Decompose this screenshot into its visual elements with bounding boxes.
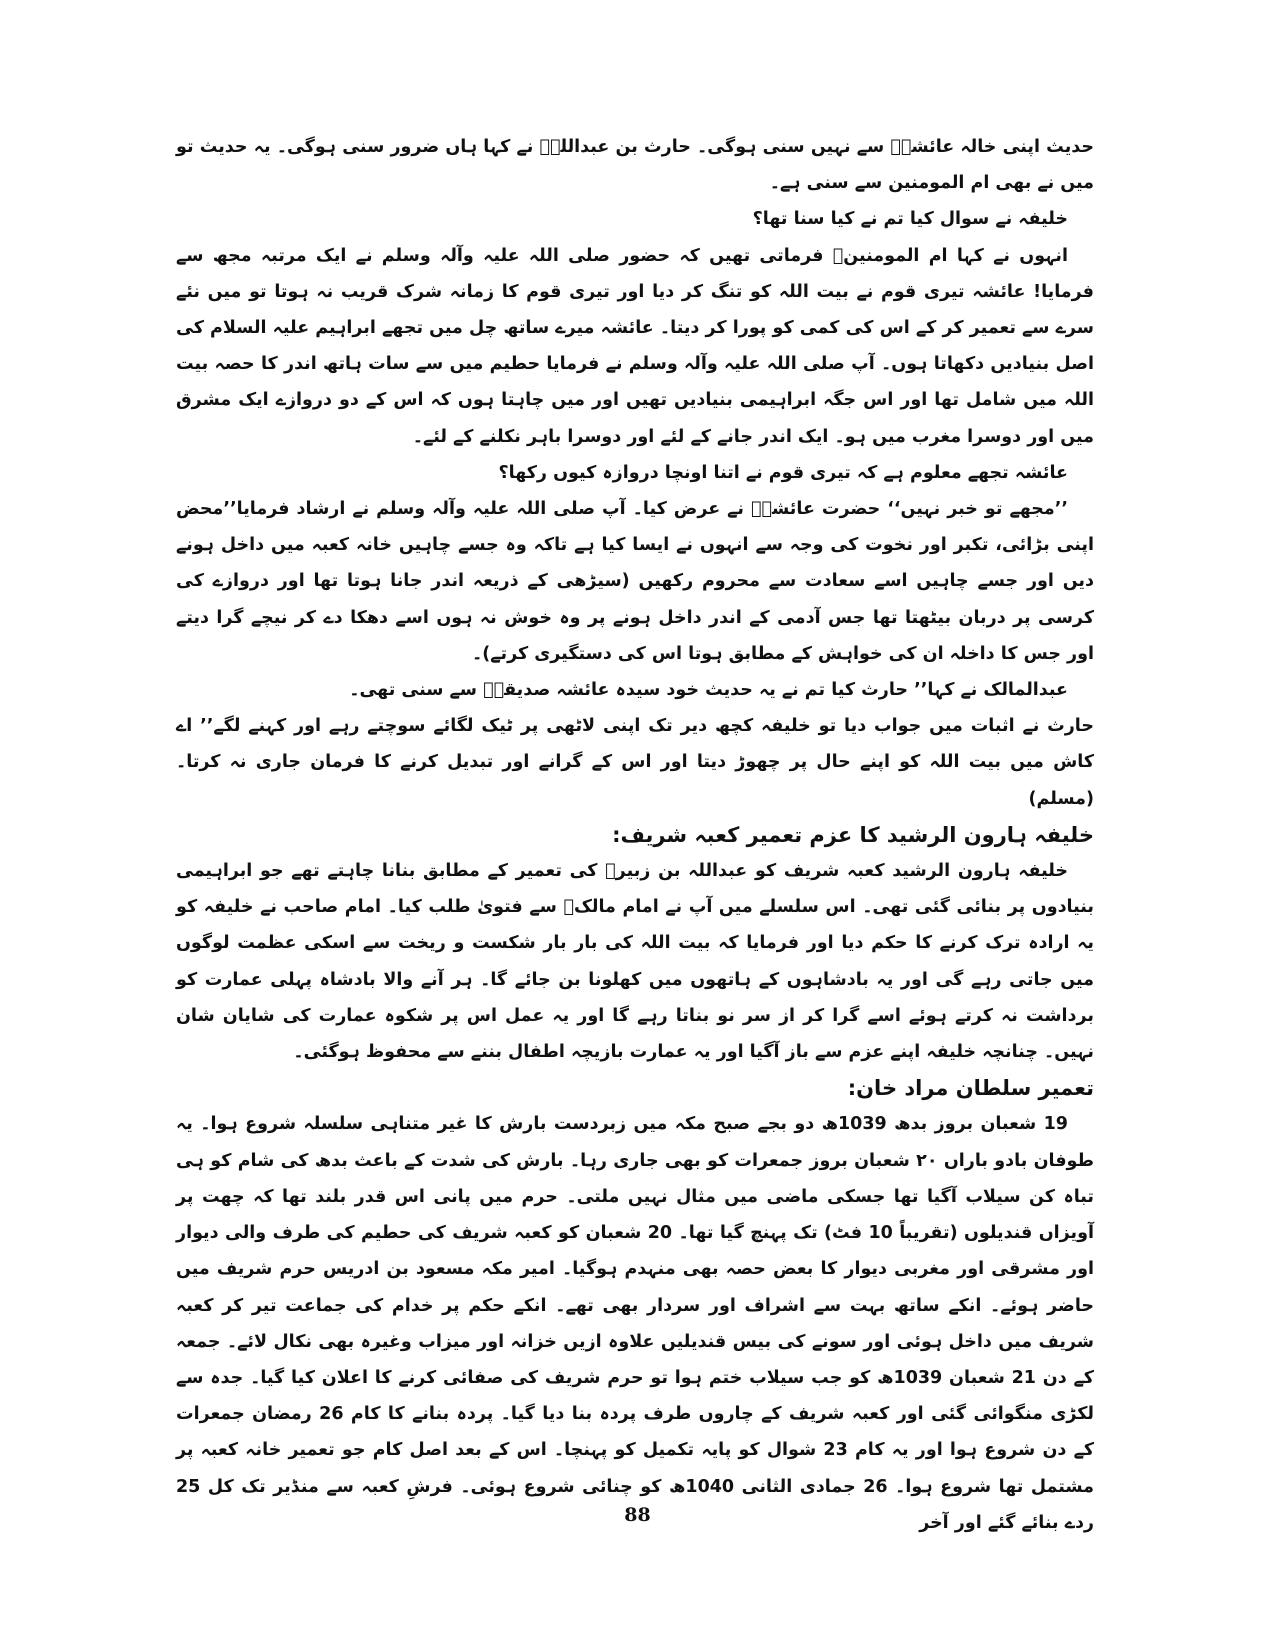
paragraph: خلیفہ ہارون الرشید کعبہ شریف کو عبداللہ بن زبیرؓ کی تعمیر کے مطابق بنانا چاہتے تھے جو ابراہیمی بنیادوں پر بنائی گئی تھی۔ اس سلسلے میں آپ نے امام مالکؒ سے فتویٰ طلب کیا۔ امام صاحب نے خلیفہ کو یہ ارادہ ترک کرنے کا حکم دیا اور فرمایا کہ بیت اللہ کی بار بار شکست و ریخت سے اسکی عظمت لوگوں میں جاتی رہے گی اور یہ بادشاہوں کے ہاتھوں میں کھلونا بن جائے گا۔ ہر آنے والا بادشاہ پہلی عمارت کو برداشت نہ کرتے ہوئے اسے گرا کر از سر نو بناتا رہے گا اور یہ عمل اس پر شکوہ عمارت کی شایان شان نہیں۔ چنانچہ خلیفہ اپنے عزم سے باز آگیا اور یہ عمارت بازیچہ اطفال بننے سے محفوظ ہوگئی۔ <box>176 861 1094 1063</box>
paragraph: حارث نے اثبات میں جواب دیا تو خلیفہ کچھ دیر تک اپنی لاٹھی پر ٹیک لگائے سوچتے رہے اور کہنے لگے’’ اے کاش میں بیت اللہ کو اپنے حال پر چھوڑ دیتا اور اس کے گرانے اور تبدیل کرنے کا فرمان جاری نہ کرتا۔ (مسلم) <box>176 716 1094 809</box>
paragraph: 19 شعبان بروز بدھ 1039ھ دو بجے صبح مکہ میں زبردست بارش کا غیر متناہی سلسلہ شروع ہوا۔ یہ طوفان بادو باراں ۲۰ شعبان بروز جمعرات کو بھی جاری رہا۔ بارش کی شدت کے باعث بدھ کی شام کو ہی تباہ کن سیلاب آگیا تھا جسکی ماضی میں مثال نہیں ملتی۔ حرم میں پانی اس قدر بلند تھا کہ چھت پر آویزاں قندیلوں (تقریباً 10 فٹ) تک پہنچ گیا تھا۔ 20 شعبان کو کعبہ شریف کی حطیم کی طرف والی دیوار اور مشرقی اور مغربی دیوار کا بعض حصہ بھی منہدم ہوگیا۔ امیر مکہ مسعود بن ادریس حرم شریف میں حاضر ہوئے۔ انکے ساتھ بہت سے اشراف اور سردار بھی تھے۔ انکے حکم پر خدام کی جماعت تیر کر کعبہ شریف میں داخل ہوئی اور سونے کی بیس قندیلیں علاوہ ازیں خزانہ اور میزاب وغیرہ بھی نکال لائے۔ جمعہ کے دن 21 شعبان 1039ھ کو جب سیلاب ختم ہوا تو حرم شریف کی صفائی کرنے کا اعلان کیا گیا۔ جدہ سے لکڑی منگوائی گئی اور کعبہ شریف کے چاروں طرف پردہ بنا دیا گیا۔ پردہ بنانے کا کام 26 رمضان جمعرات کے دن شروع ہوا اور یہ کام 23 شوال کو پایہ تکمیل کو پہنچا۔ اس کے بعد اصل کام جو تعمیر خانہ کعبہ پر مشتمل تھا شروع ہوا۔ 26 جمادی الثانی 1040ھ کو چنائی شروع ہوئی۔ فرشِ کعبہ سے منڈیر تک کل 25 ردے بنائے گئے اور آخر <box>176 1114 1094 1533</box>
paragraph: حدیث اپنی خالہ عائشہؓ سے نہیں سنی ہوگی۔ حارث بن عبداللہؓ نے کہا ہاں ضرور سنی ہوگی۔ یہ حدیث تو میں نے بھی ام المومنین سے سنی ہے۔ <box>176 137 1094 194</box>
paragraph: عبدالمالک نے کہا’’ حارث کیا تم نے یہ حدیث خود سیدہ عائشہ صدیقہؓ سے سنی تھی۔ <box>349 680 1068 701</box>
paragraph: ’’مجھے تو خبر نہیں‘‘ حضرت عائشہؓ نے عرض کیا۔ آپ صلی اللہ علیہ وآلہ وسلم نے ارشاد فرمایا’’محض اپنی بڑائی، تکبر اور نخوت کی وجہ سے انہوں نے ایسا کیا ہے تاکہ وہ جسے چاہیں خانہ کعبہ میں داخل ہونے دیں اور جسے چاہیں اسے سعادت سے محروم رکھیں (سیڑھی کے ذریعہ اندر جانا ہوتا تھا اور دروازے کی کرسی پر دربان بیٹھتا تھا جس آدمی کے اندر داخل ہونے پر وہ خوش نہ ہوں اسے دھکا دے کر نیچے گرا دیتے اور جس کا داخلہ ان کی خواہش کے مطابق ہوتا اس کی دستگیری کرتے)۔ <box>176 499 1094 664</box>
section-heading: تعمیر سلطان مراد خان: <box>847 1076 1094 1101</box>
section-heading: خلیفہ ہارون الرشید کا عزم تعمیر کعبہ شریف: <box>612 822 1094 847</box>
page-body <box>176 129 1094 1541</box>
paragraph: خلیفہ نے سوال کیا تم نے کیا سنا تھا؟ <box>752 209 1068 230</box>
page-number: 88 <box>624 1504 651 1526</box>
paragraph: عائشہ تجھے معلوم ہے کہ تیری قوم نے اتنا اونچا دروازہ کیوں رکھا؟ <box>498 462 1068 483</box>
paragraph: انہوں نے کہا ام المومنینؓ فرماتی تھیں کہ حضور صلی اللہ علیہ وآلہ وسلم نے ایک مرتبہ مجھ سے فرمایا! عائشہ تیری قوم نے بیت اللہ کو تنگ کر دیا اور تیری قوم کا زمانہ شرک قریب نہ ہوتا تو میں نئے سرے سے تعمیر کر کے اس کی کمی کو پورا کر دیتا۔ عائشہ میرے ساتھ چل میں تجھے ابراہیم علیہ السلام کی اصل بنیادیں دکھاتا ہوں۔ آپ صلی اللہ علیہ وآلہ وسلم نے فرمایا حطیم میں سے سات ہاتھ اندر کا حصہ بیت اللہ میں شامل تھا اور اس جگہ ابراہیمی بنیادیں تھیں اور میں چاہتا ہوں کہ اس کے دو دروازے ایک مشرق میں اور دوسرا مغرب میں ہو۔ ایک اندر جانے کے لئے اور دوسرا باہر نکلنے کے لئے۔ <box>176 245 1094 447</box>
